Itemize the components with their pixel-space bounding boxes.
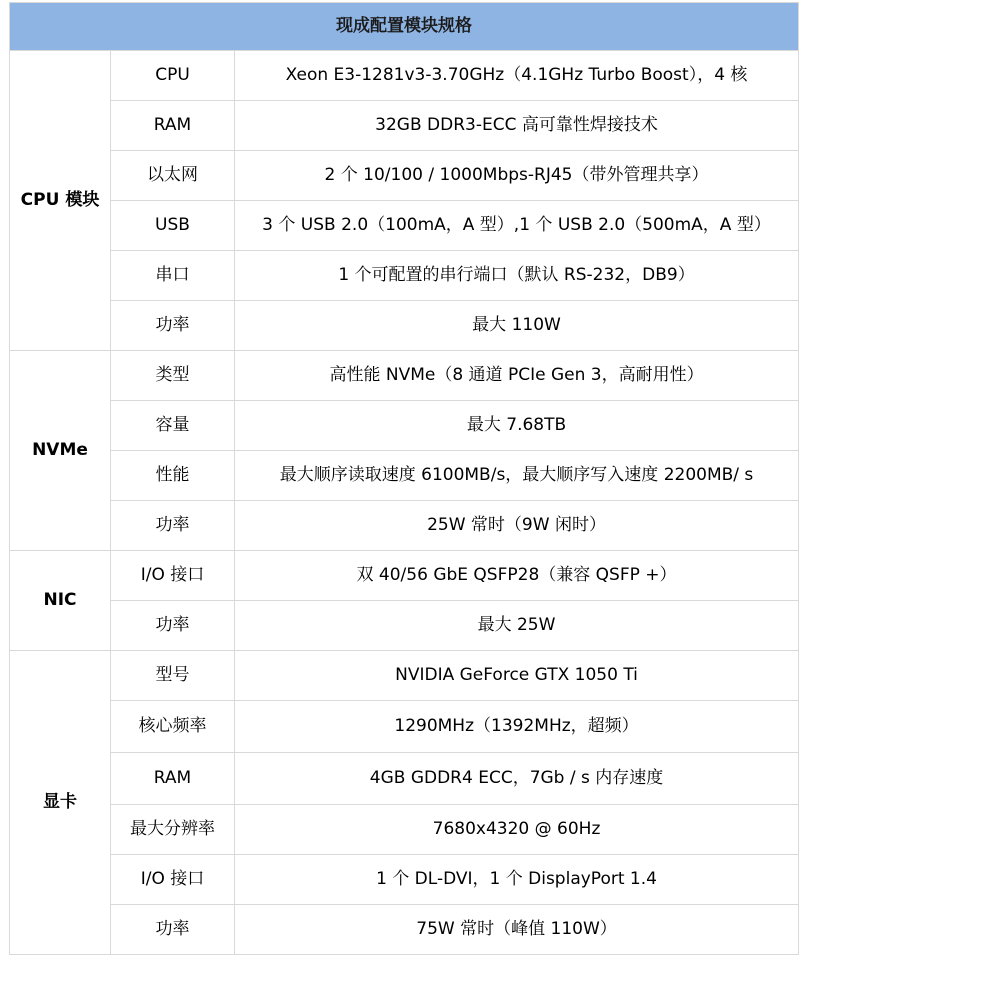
row-value: 最大顺序读取速度 6100MB/s，最大顺序写入速度 2200MB/ s [235,451,799,501]
table-row [10,855,799,905]
table-row [10,905,799,955]
row-value: 32GB DDR3-ECC 高可靠性焊接技术 [235,101,799,151]
row-value: 最大 110W [235,301,799,351]
row-value: 3 个 USB 2.0（100mA，A 型）,1 个 USB 2.0（500mA，A 型） [235,201,799,251]
row-label: USB [111,201,235,251]
table-row [10,753,799,805]
row-value: NVIDIA GeForce GTX 1050 Ti [235,651,799,701]
table-row [10,805,799,855]
row-value: 1290MHz（1392MHz，超频） [235,701,799,753]
table-row [10,201,799,251]
row-label: 功率 [111,905,235,955]
row-value: 高性能 NVMe（8 通道 PCIe Gen 3，高耐用性） [235,351,799,401]
table-title: 现成配置模块规格 [10,3,799,51]
row-value: 1 个 DL-DVI，1 个 DisplayPort 1.4 [235,855,799,905]
row-label: RAM [111,753,235,805]
table-row [10,301,799,351]
table-row [10,351,799,401]
row-value: 1 个可配置的串行端口（默认 RS-232，DB9） [235,251,799,301]
row-label: 容量 [111,401,235,451]
row-value: Xeon E3-1281v3-3.70GHz（4.1GHz Turbo Boost），4 核 [235,51,799,101]
row-label: 以太网 [111,151,235,201]
table-row [10,401,799,451]
row-value: 75W 常时（峰值 110W） [235,905,799,955]
row-label: 核心频率 [111,701,235,753]
row-label: 最大分辨率 [111,805,235,855]
row-label: RAM [111,101,235,151]
table-row [10,651,799,701]
row-value: 7680x4320 @ 60Hz [235,805,799,855]
row-value: 4GB GDDR4 ECC，7Gb / s 内存速度 [235,753,799,805]
row-value: 最大 25W [235,601,799,651]
table-row [10,601,799,651]
group-nvme: NVMe [10,351,111,551]
row-label: 功率 [111,601,235,651]
table-row [10,551,799,601]
row-value: 25W 常时（9W 闲时） [235,501,799,551]
row-label: 功率 [111,301,235,351]
row-label: I/O 接口 [111,855,235,905]
row-label: 性能 [111,451,235,501]
row-value: 2 个 10/100 / 1000Mbps-RJ45（带外管理共享） [235,151,799,201]
table-row [10,101,799,151]
row-value: 最大 7.68TB [235,401,799,451]
table-row [10,251,799,301]
table-row [10,701,799,753]
table-row [10,501,799,551]
row-label: 型号 [111,651,235,701]
row-label: CPU [111,51,235,101]
table-row [10,151,799,201]
group-gpu: 显卡 [10,651,111,955]
row-label: 功率 [111,501,235,551]
table-row [10,451,799,501]
group-cpu-module: CPU 模块 [10,51,111,351]
row-label: 串口 [111,251,235,301]
group-nic: NIC [10,551,111,651]
row-label: 类型 [111,351,235,401]
table-row [10,51,799,101]
row-label: I/O 接口 [111,551,235,601]
row-value: 双 40/56 GbE QSFP28（兼容 QSFP +） [235,551,799,601]
spec-table [9,2,799,955]
